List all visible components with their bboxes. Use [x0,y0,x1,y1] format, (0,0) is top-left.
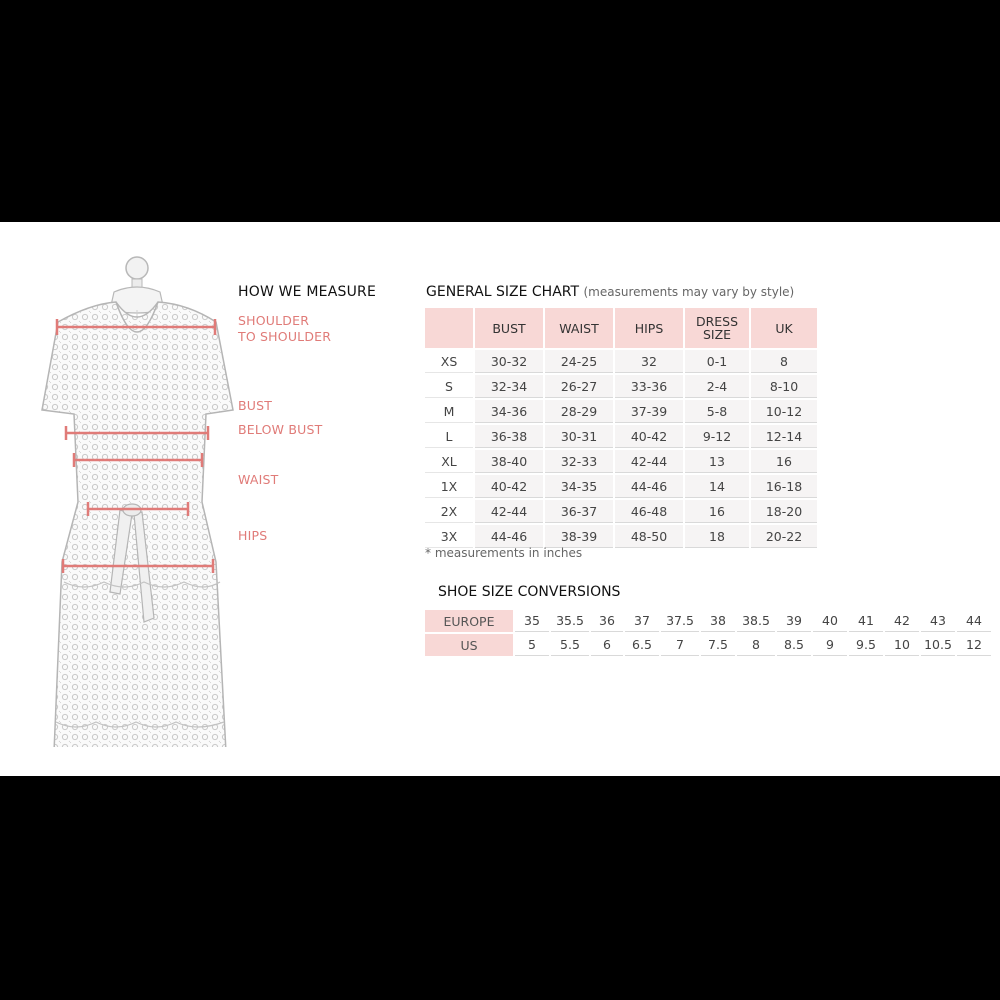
shoe-size-cell: 37 [625,610,659,632]
size-label-cell: XL [425,450,473,473]
shoe-size-cell: 5 [515,634,549,656]
size-value-cell: 42-44 [615,450,683,473]
size-value-cell: 5-8 [685,400,749,423]
size-value-cell: 20-22 [751,525,817,548]
size-value-cell: 10-12 [751,400,817,423]
shoe-row-us [425,634,991,656]
size-value-cell: 44-46 [615,475,683,498]
label-below-bust: BELOW BUST [238,422,323,437]
shoe-size-cell: 41 [849,610,883,632]
label-waist: WAIST [238,472,279,487]
table-row [425,425,817,448]
size-value-cell: 14 [685,475,749,498]
table-row [425,350,817,373]
header-dress-line1: DRESS [695,314,739,329]
header-corner [425,308,473,348]
shoe-size-cell: 6 [591,634,623,656]
size-value-cell: 38-39 [545,525,613,548]
size-chart-note: (measurements may vary by style) [583,285,795,299]
shoe-size-cell: 35.5 [551,610,589,632]
size-value-cell: 8-10 [751,375,817,398]
label-shoulder-line1: SHOULDER [238,313,310,328]
size-value-cell: 18-20 [751,500,817,523]
size-value-cell: 28-29 [545,400,613,423]
shoe-size-cell: 12 [957,634,991,656]
shoe-size-cell: 44 [957,610,991,632]
shoe-size-cell: 40 [813,610,847,632]
header-waist: WAIST [545,308,613,348]
size-value-cell: 33-36 [615,375,683,398]
size-label-cell: XS [425,350,473,373]
size-value-cell: 36-38 [475,425,543,448]
header-bust: BUST [475,308,543,348]
size-value-cell: 46-48 [615,500,683,523]
shoe-row-label-us: US [425,634,513,656]
table-row [425,450,817,473]
how-we-measure-title: HOW WE MEASURE [238,284,376,300]
table-row [425,500,817,523]
size-value-cell: 8 [751,350,817,373]
shoe-row-label-europe: EUROPE [425,610,513,632]
shoe-size-cell: 35 [515,610,549,632]
table-row [425,400,817,423]
size-label-cell: M [425,400,473,423]
shoe-size-cell: 9 [813,634,847,656]
label-shoulder-line2: TO SHOULDER [238,329,332,344]
shoe-size-cell: 43 [921,610,955,632]
size-value-cell: 36-37 [545,500,613,523]
size-value-cell: 40-42 [475,475,543,498]
size-label-cell: 1X [425,475,473,498]
shoe-conversion-title: SHOE SIZE CONVERSIONS [438,584,621,600]
shoe-size-cell: 39 [777,610,811,632]
size-value-cell: 34-36 [475,400,543,423]
shoe-size-cell: 6.5 [625,634,659,656]
size-value-cell: 2-4 [685,375,749,398]
shoe-size-cell: 5.5 [551,634,589,656]
shoe-size-cell: 42 [885,610,919,632]
size-chart-header-row [425,308,817,348]
size-chart-table [423,306,819,550]
size-label-cell: 2X [425,500,473,523]
size-value-cell: 16 [685,500,749,523]
label-bust: BUST [238,398,273,413]
table-row [425,475,817,498]
size-value-cell: 9-12 [685,425,749,448]
size-value-cell: 26-27 [545,375,613,398]
size-value-cell: 40-42 [615,425,683,448]
header-dress-size [685,308,749,348]
size-value-cell: 16-18 [751,475,817,498]
shoe-size-cell: 10.5 [921,634,955,656]
size-chart-footnote: * measurements in inches [425,546,583,560]
table-row [425,375,817,398]
size-value-cell: 30-31 [545,425,613,448]
size-chart-title [426,284,794,300]
header-hips: HIPS [615,308,683,348]
size-value-cell: 13 [685,450,749,473]
label-hips: HIPS [238,528,268,543]
shoe-size-cell: 7 [661,634,699,656]
shoe-size-cell: 7.5 [701,634,735,656]
size-value-cell: 32-33 [545,450,613,473]
table-row [425,525,817,548]
shoe-size-cell: 38 [701,610,735,632]
size-label-cell: 3X [425,525,473,548]
size-value-cell: 24-25 [545,350,613,373]
dress-form-icon [30,252,245,747]
shoe-size-cell: 8 [737,634,775,656]
shoe-conversion-table [423,608,993,658]
size-value-cell: 16 [751,450,817,473]
size-chart-body [425,350,817,548]
header-uk: UK [751,308,817,348]
size-value-cell: 38-40 [475,450,543,473]
size-value-cell: 32-34 [475,375,543,398]
shoe-size-cell: 9.5 [849,634,883,656]
size-value-cell: 0-1 [685,350,749,373]
size-label-cell: S [425,375,473,398]
size-value-cell: 44-46 [475,525,543,548]
size-value-cell: 12-14 [751,425,817,448]
header-dress-line2: SIZE [702,327,732,342]
size-guide-panel [0,222,1000,776]
size-chart-title-text: GENERAL SIZE CHART [426,284,580,300]
size-value-cell: 37-39 [615,400,683,423]
size-label-cell: L [425,425,473,448]
shoe-row-europe [425,610,991,632]
size-value-cell: 32 [615,350,683,373]
shoe-size-cell: 8.5 [777,634,811,656]
shoe-size-cell: 37.5 [661,610,699,632]
size-value-cell: 30-32 [475,350,543,373]
shoe-size-cell: 10 [885,634,919,656]
size-value-cell: 34-35 [545,475,613,498]
shoe-size-cell: 38.5 [737,610,775,632]
size-value-cell: 42-44 [475,500,543,523]
size-value-cell: 48-50 [615,525,683,548]
size-value-cell: 18 [685,525,749,548]
label-shoulder-to-shoulder [238,313,331,345]
shoe-size-cell: 36 [591,610,623,632]
